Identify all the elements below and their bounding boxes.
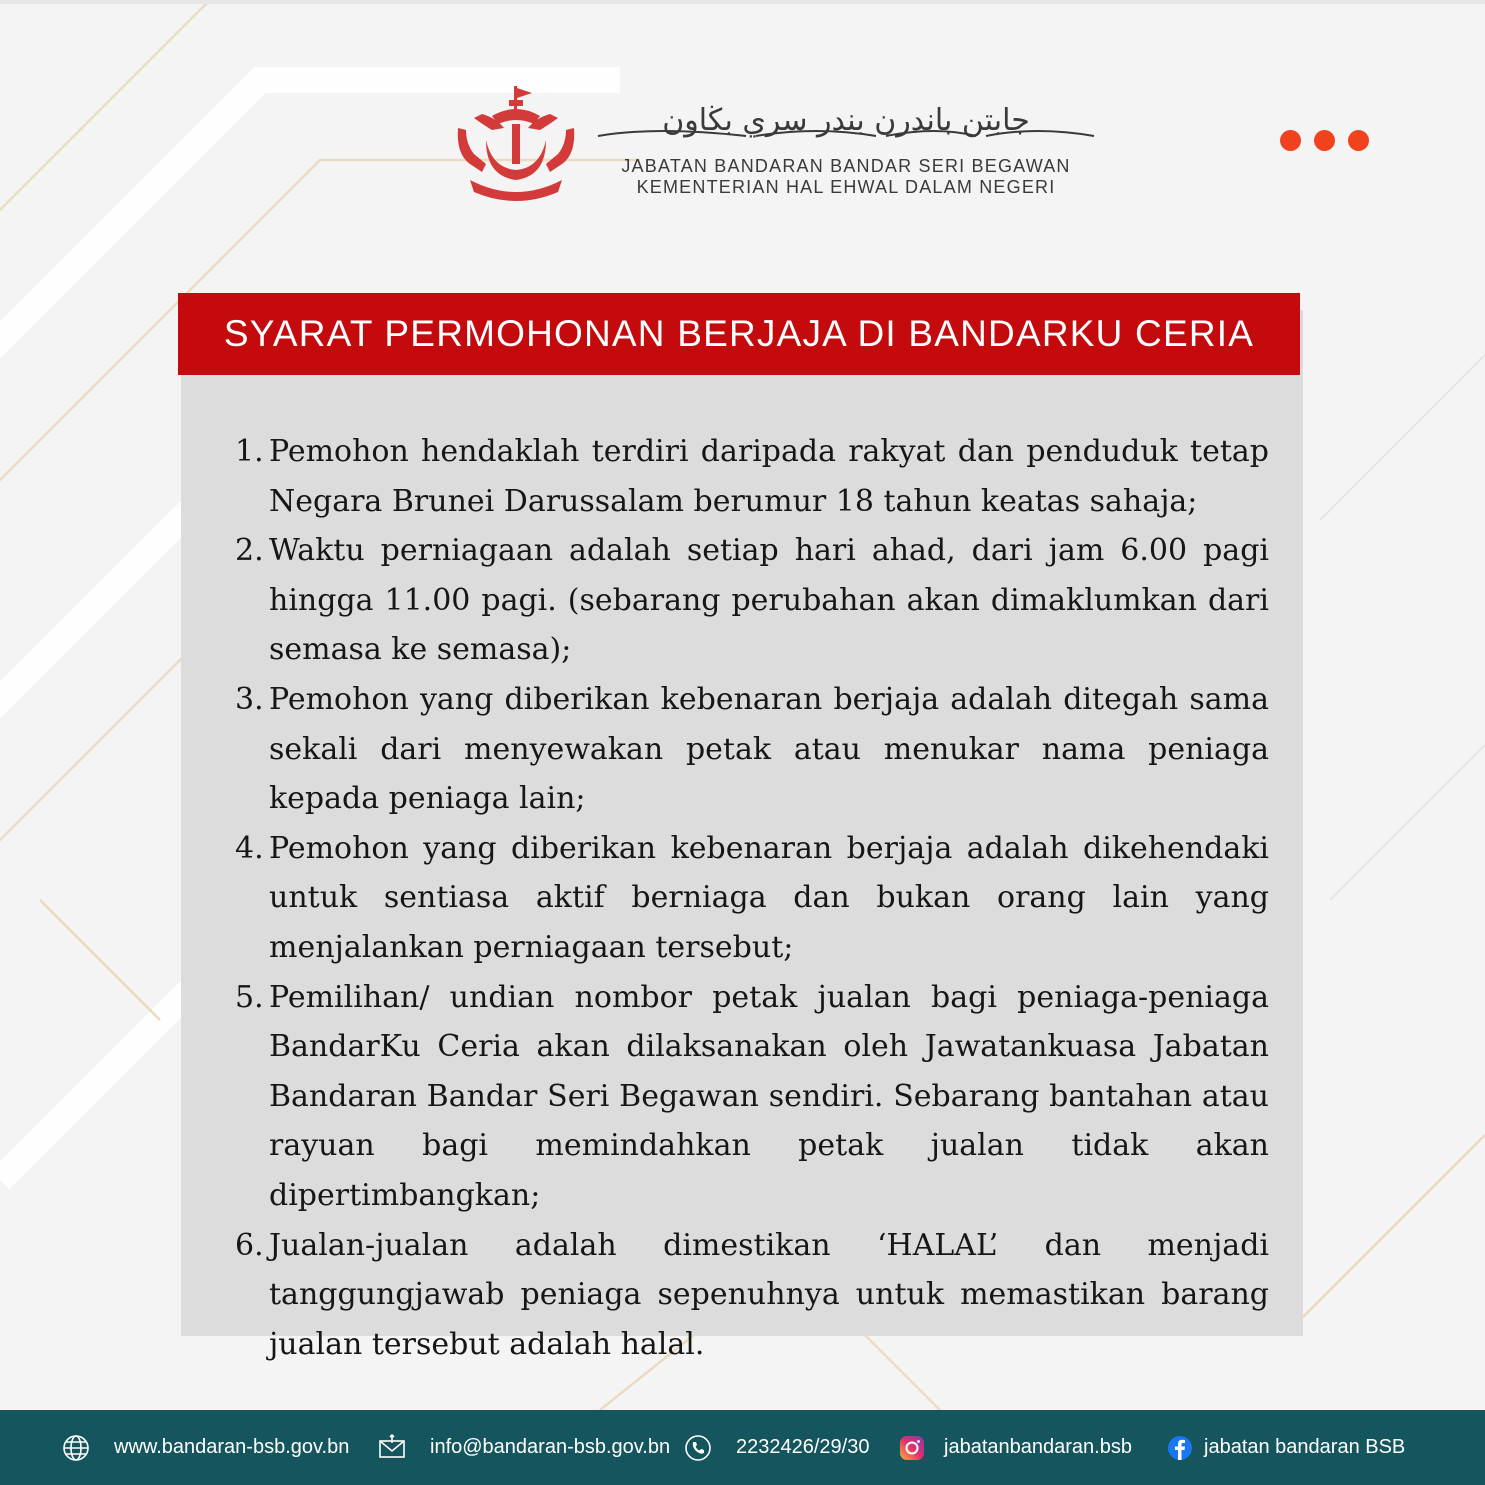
requirements-list: [235, 427, 1269, 1369]
dot-icon: [1280, 130, 1301, 151]
department-line-2: KEMENTERIAN HAL EHWAL DALAM NEGERI: [636, 177, 1056, 197]
list-item-number: 1.: [235, 434, 264, 469]
dot-icon: [1348, 130, 1369, 151]
dot-icon: [1314, 130, 1335, 151]
instagram-icon: [898, 1434, 926, 1462]
list-item: [235, 824, 1269, 973]
page-title: SYARAT PERMOHONAN BERJAJA DI BANDARKU CERIA: [223, 313, 1255, 354]
title-banner: [178, 293, 1300, 375]
contact-footer: [0, 1410, 1485, 1485]
list-item: [235, 427, 1269, 526]
list-item-number: 4.: [235, 830, 264, 866]
jawi-script-logotype: [596, 96, 1096, 148]
header: [0, 0, 1485, 240]
footer-facebook[interactable]: [1166, 1410, 1405, 1485]
list-item-text: Jualan-jualan adalah dimestikan ‘HALAL’ dan menjadi tanggungjawab peniaga sepenuhnya untuk memastikan barang jualan tersebut adalah halal.: [269, 1227, 1269, 1362]
list-item-number: 3.: [235, 681, 264, 717]
phone-icon: [684, 1434, 712, 1462]
list-item-number: 5.: [235, 979, 264, 1015]
list-item: [235, 526, 1269, 675]
footer-website[interactable]: [62, 1410, 349, 1485]
list-item-text: Pemilihan/ undian nombor petak jualan bagi peniaga-peniaga BandarKu Ceria akan dilaksanakan oleh Jawatankuasa Jabatan Bandaran Bandar Seri Begawan sendiri. Sebarang bantahan atau rayuan bagi memindahkan petak jualan tidak akan dipertimbangkan;: [269, 979, 1269, 1213]
instagram-handle[interactable]: jabatanbandaran.bsb: [944, 1436, 1132, 1458]
website-link[interactable]: www.bandaran-bsb.gov.bn: [114, 1436, 350, 1458]
list-item-text: Pemohon yang diberikan kebenaran berjaja adalah ditegah sama sekali dari menyewakan petak atau menukar nama peniaga kepada peniaga lain;: [269, 681, 1269, 817]
department-name: [618, 156, 1074, 198]
decorative-dots: [1280, 130, 1369, 151]
footer-phone[interactable]: [684, 1410, 869, 1485]
department-line-1: JABATAN BANDARAN BANDAR SERI BEGAWAN: [621, 156, 1071, 176]
list-item-number: 6.: [235, 1227, 264, 1263]
facebook-icon: [1166, 1434, 1194, 1462]
envelope-icon: [378, 1434, 406, 1462]
phone-number[interactable]: 2232426/29/30: [736, 1436, 870, 1458]
facebook-page[interactable]: jabatan bandaran BSB: [1204, 1436, 1406, 1458]
list-item: [235, 1221, 1269, 1370]
email-link[interactable]: info@bandaran-bsb.gov.bn: [430, 1436, 671, 1458]
list-item-text: Pemohon yang diberikan kebenaran berjaja adalah dikehendaki untuk sentiasa aktif berniaga dan bukan orang lain yang menjalankan perniagaan tersebut;: [269, 830, 1269, 965]
list-item: [235, 675, 1269, 824]
list-item-text: Pemohon hendaklah terdiri daripada rakyat dan penduduk tetap Negara Brunei Darussalam berumur 18 tahun keatas sahaja;: [269, 434, 1269, 519]
list-item: [235, 973, 1269, 1221]
list-item-text: Waktu perniagaan adalah setiap hari ahad, dari jam 6.00 pagi hingga 11.00 pagi. (sebarang perubahan akan dimaklumkan dari semasa ke semasa);: [269, 533, 1269, 668]
jawi-text: جابتن باندرن بندر سري بڬاون: [662, 103, 1030, 138]
brunei-crest-logo: [452, 84, 580, 204]
footer-email[interactable]: [378, 1410, 670, 1485]
footer-instagram[interactable]: [898, 1410, 1132, 1485]
globe-icon: [62, 1434, 90, 1462]
list-item-number: 2.: [235, 533, 264, 569]
